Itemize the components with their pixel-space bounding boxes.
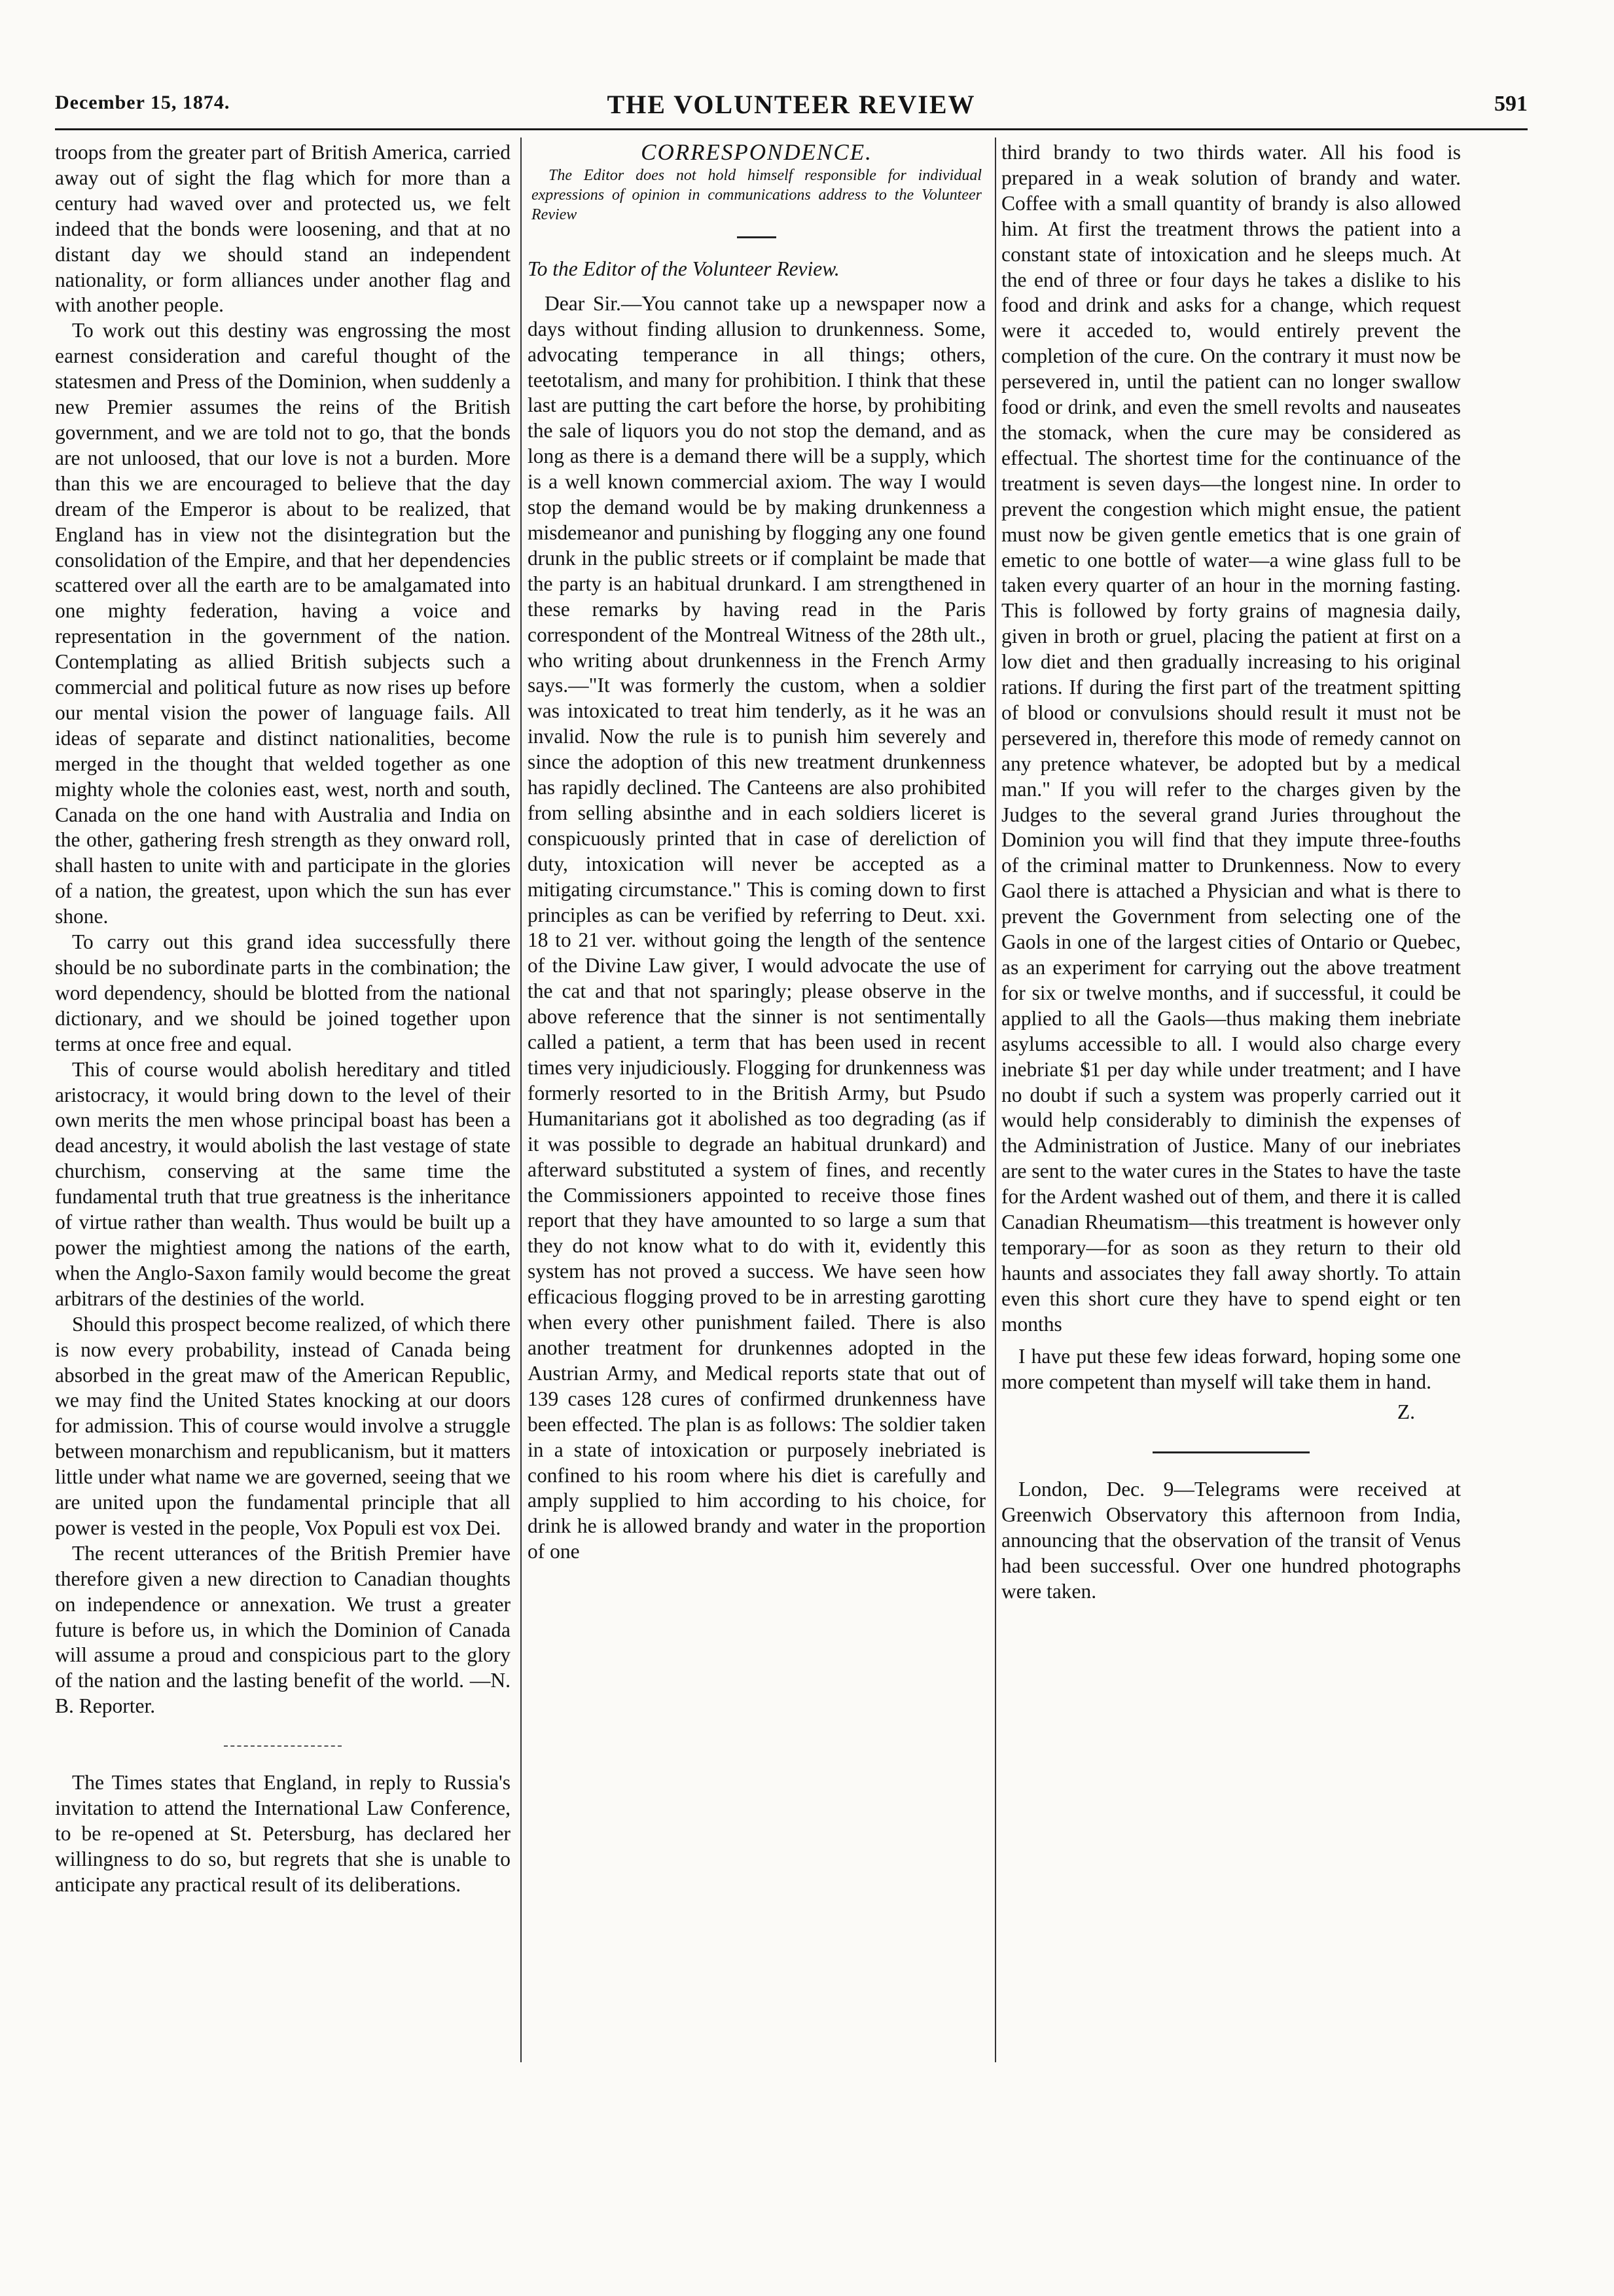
letter-signature: Z.: [1397, 1400, 1415, 1424]
article-paragraph: Should this prospect become realized, of which there is now every probability, instead of Canada being absorbed in the great maw of the American Republic, we may find the United States knocking at our doors for admission. This of course would involve a struggle between monarchism and republicanism, but it matters little under what name we are governed, seeing that we are united upon the fundamental principle that all power is vested in the people, Vox Populi est vox Dei.: [55, 1312, 511, 1539]
newspaper-title: THE VOLUNTEER REVIEW: [607, 90, 976, 119]
article-paragraph: To work out this destiny was engrossing the most earnest consideration and careful thought of the statesmen and Press of the Dominion, when suddenly a new Premier assumes the reins of the British government, and we are told not to go, that the bonds are not unloosed, that our love is not a burden. More than this we are encouraged to believe that the day dream of the Emperor is about to be realized, that England has in view not the disintegration but the consolidation of the Empire, and that her dependencies scattered over all the earth are to be amalgamated into one mighty federation, having a voice and representation in the government of the nation. Contemplating as allied British subjects such a commercial and political future as now rises up before our mental vision the power of language fails. All ideas of separate and distinct nationalities, become merged in the thought that welded together as one mighty whole the colonies east, west, north and south, Canada on the one hand with Australia and India on the other, gathering fresh strength as they onward roll, shall hasten to unite with and participate in the glories of a nation, the greatest, upon which the sun has ever shone.: [55, 319, 511, 928]
article-paragraph: The recent utterances of the British Premier have therefore given a new direction to Canadian thoughts on independence or annexation. We trust a greater future is before us, in which the Dominion of Canada will assume a proud and conspicious part to the glory of the nation and the lasting benefit of the world. —N. B. Reporter.: [55, 1541, 511, 1718]
letter-paragraph: Dear Sir.—You cannot take up a newspaper now a days without finding allusion to drunkenness. Some, advocating temperance in all things; others, teetotalism, and many for prohibition. I think that these last are putting the cart before the horse, by prohibiting the sale of liquors you do not stop the demand, and as long as there is a demand there will be a supply, which is a well known commercial axiom. The way I would stop the demand would be by making drunkenness a misdemeanor and punishing by flogging any one found drunk in the public streets or if complaint be made that the party is an habitual drunkard. I am strengthened in these remarks by having read in the Paris correspondent of the Montreal Witness of the 28th ult., who writing about drunkenness in the French Army says.—"It was formerly the custom, when a soldier was intoxicated to treat him tenderly, as it he was an invalid. Now the rule is to punish him severely and since the adoption of this new treatment drunkenness has rapidly declined. The Canteens are also prohibited from selling absinthe and in each soldiers liceret is conspicuously printed that in case of dereliction of duty, intoxication will never be accepted as a mitigating circumstance." This is coming down to first principles as can be verified by referring to Deut. xxi. 18 to 21 ver. without going the length of the sentence of the Divine Law giver, I would advocate the use of the cat and that not sparingly; please observe in the above reference that the sinner is not sentimentally called a patient, a term that has been used in recent times very injudiciously. Flogging for drunkenness was formerly resorted to in the British Army, but Psudo Humanitarians got it abolished as too degrading (as if it was possible to degrade an habitual drunkard) and afterward substituted a system of fines, and recently the Commissioners appointed to receive those fines report that they have amounted to so large a sum that they do not know what to do with it, evidently this system has not proved a success. We have seen how efficacious flogging proved to be in arresting garotting when every other punishment failed. There is also another treatment for drunkennes adopted in the Austrian Army, and Medical reports state that out of 139 cases 128 cures of confirmed drunkenness have been effected. The plan is as follows: The soldier taken in a state of intoxication or purposely inebriated is confined to his room where his diet is carefully and amply supplied to him according to his choice, for drink he is allowed brandy and water in the proportion of one: [528, 291, 986, 1563]
section-heading: CORRESPONDENCE.: [641, 139, 872, 165]
news-item-venus: London, Dec. 9—Telegrams were received at Greenwich Observatory this afternoon from India, announcing that the observation of the transit of Venus had been successful. Over one hundred photographs were taken.: [1001, 1478, 1461, 1603]
column-divider-2: [995, 137, 996, 2062]
letter-paragraph: I have put these few ideas forward, hoping some one more competent than myself will take them in hand.: [1001, 1344, 1461, 1393]
issue-date: December 15, 1874.: [55, 92, 230, 113]
column-3: [1001, 140, 1461, 1605]
article-paragraph: To carry out this grand idea successfully there should be no subordinate parts in the combination; the word dependency, should be blotted from the national dictionary, and we should be joined together upon terms at once free and equal.: [55, 930, 511, 1055]
letter-salutation: To the Editor of the Volunteer Review.: [528, 257, 840, 280]
header-rule: [55, 128, 1528, 130]
section-separator: [1153, 1451, 1310, 1453]
short-rule: [737, 236, 776, 238]
column-1: [55, 140, 511, 1898]
editor-disclaimer: The Editor does not hold himself responsible for individual expressions of opinion in communications address to the Volunteer Review: [531, 166, 982, 223]
column-divider-1: [520, 137, 522, 2062]
news-item-times: The Times states that England, in reply to Russia's invitation to attend the International Law Conference, to be re-opened at St. Petersburg, has declared her willingness to do so, but regrets that she is unable to anticipate any practical result of its deliberations.: [55, 1771, 511, 1896]
page-number: 591: [1494, 92, 1528, 116]
column-2: [528, 140, 986, 1565]
article-paragraph: troops from the greater part of British America, carried away out of sight the flag which for more than a century had waved over and protected us, we felt indeed that the bonds were loosening, and that at no distant day we should stand an independent nationality, or form alliances under another flag and with another people.: [55, 141, 511, 317]
section-separator: [224, 1745, 342, 1747]
page-header: [55, 92, 1528, 124]
article-paragraph: This of course would abolish hereditary and titled aristocracy, it would bring down to the level of their own merits the men whose principal boast has been a dead ancestry, it would abolish the last vestage of state churchism, conserving at the same time the fundamental truth that true greatness is the inheritance of virtue rather than wealth. Thus would be built up a power the mightiest among the nations of the earth, when the Anglo-Saxon family would become the great arbitrars of the destinies of the world.: [55, 1057, 511, 1310]
letter-paragraph: third brandy to two thirds water. All his food is prepared in a weak solution of brandy and water. Coffee with a small quantity of brandy is also allowed him. At first the treatment throws the patient into a constant state of intoxication and he sleeps much. At the end of three or four days he takes a dislike to his food and drink and asks for a change, which request were it acceded to, would entirely prevent the completion of the cure. On the contrary it must now be persevered in, until the patient can no longer swallow food or drink, and even the smell revolts and nauseates the stomack, when the cure may be considered as effectual. The shortest time for the continuance of the treatment is seven days—the longest nine. In order to prevent the congestion which might ensue, the patient must now be given gentle emetics that is one grain of emetic to one bottle of water—a wine glass full to be taken every quarter of an hour in the morning fasting. This is followed by forty grains of magnesia daily, given in broth or gruel, placing the patient at first on a low diet and then gradually increasing to his original rations. If during the first part of the treatment spitting of blood or convulsions should result it must not be persevered in, therefore this mode of remedy cannot on any pretence whatever, be adopted but by a medical man." If you will refer to the charges given by the Judges to the several grand Juries throughout the Dominion you will find that they impute three-fouths of the criminal matter to Drunkenness. Now to every Gaol there is attached a Physician and what is there to prevent the Government from selecting one of the Gaols in one of the largest cities of Ontario or Quebec, as an experiment for carrying out the above treatment for six or twelve months, and if successful, it could be applied to all the Gaols—thus making them inebriate asylums accessible to all. I would also charge every inebriate $1 per day while under treatment; and I have no doubt if such a system was properly carried out it would help considerably to diminish the expenses of the Administration of Justice. Many of our inebriates are sent to the water cures in the States to have the taste for the Ardent washed out of them, and there it is called Canadian Rheumatism—this treatment is however only temporary—for as soon as they return to their old haunts and associates they fall away shortly. To attain even this short cure they have to spend eight or ten months: [1001, 141, 1461, 1336]
